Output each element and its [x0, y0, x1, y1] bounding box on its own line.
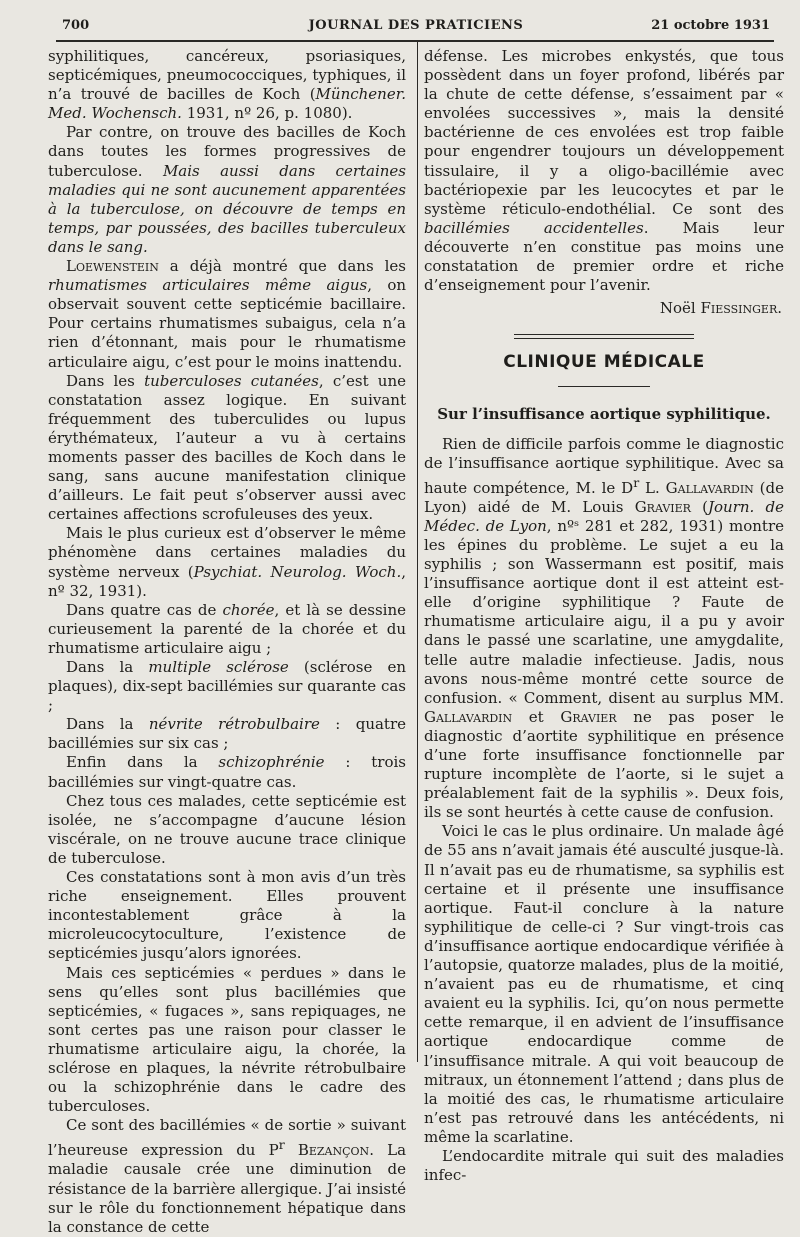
paragraph: Dans la névrite rétrobulbaire : quatre bacillémies sur six cas ;	[48, 715, 406, 753]
paragraph: Mais le plus curieux est d’observer le même phénomène dans certaines maladies du système nerveux (Psychiat. Neurolog. Woch., nº 32, 1931).	[48, 524, 406, 600]
journal-title: JOURNAL DES PRATICIENS	[308, 18, 524, 33]
paragraph: Par contre, on trouve des bacilles de Koch dans toutes les formes progressives de tuberculose. Mais aussi dans certaines maladies qui ne sont aucunement apparentées à la tuberculose, on découvre de temps en temps, par poussées, des bacilles tuberculeux dans le sang.	[48, 123, 406, 256]
section-underline	[558, 386, 650, 387]
paragraph: Loewenstein a déjà montré que dans les rhumatismes articulaires même aigus, on observait souvent cette septicémie bacillaire. Pour certains rhumatismes subaigus, cela n’a rien d’étonnant, mais pour le rhumatisme articulaire aigu, c’est pour le moins inattendu.	[48, 257, 407, 371]
left-column	[48, 47, 406, 1237]
paragraph: Ce sont des bacillémies « de sortie » suivant l’heureuse expression du $P^r$ Bezançon. La maladie causale crée une diminution de résistance de la barrière allergique. J’ai insisté sur le rôle du fonctionnement hépatique dans la constance de cette	[48, 1116, 407, 1236]
paragraph: Dans quatre cas de chorée, et là se dessine curieusement la parenté de la chorée et du rhumatisme articulaire aigu ;	[48, 600, 406, 657]
page-header	[62, 14, 770, 38]
page-number: 700	[62, 18, 90, 33]
paragraph: Dans la multiple sclérose (sclérose en plaques), dix-sept bacillémies sur quarante cas ;	[48, 658, 406, 715]
paragraph: L’endocardite mitrale qui suit des maladies infec-	[424, 1146, 784, 1185]
issue-date: 21 octobre 1931	[651, 18, 770, 33]
paragraph: Ces constatations sont à mon avis d’un très riche enseignement. Elles prouvent incontestablement grâce à la microleucocytoculture, l’existence de septicémies jusqu’alors ignorées.	[48, 868, 406, 963]
author-signature: Noël Fiessinger.	[659, 299, 782, 318]
column-divider	[417, 42, 418, 1062]
section-title: CLINIQUE MÉDICALE	[503, 352, 705, 373]
paragraph: Dans les tuberculoses cutanées, c’est une constatation assez logique. En suivant fréquemment des tuberculides ou lupus érythémateux, l’auteur a vu à certains moments passer des bacilles de Koch dans le sang, sans aucune manifestation clinique d’ailleurs. Le fait peut s’observer aussi avec certaines affections scrofuleuses des yeux.	[48, 371, 406, 524]
paragraph: défense. Les microbes enkystés, que tous possèdent dans un foyer profond, libérés par la chute de cette défense, s’essaiment par « envolées successives », mais la densité bactérienne de ces envolées est trop faible pour engendrer toujours un développement tissulaire, il y a oligo-bacillémie avec bactériopexie par les leucocytes et par le système réticulo-endothélial. Ce sont des bacillémies accidentelles. Mais leur découverte n’en constitue pas moins une constatation de premier ordre et riche d’enseignement pour l’avenir.	[424, 47, 784, 295]
header-rule	[56, 40, 774, 42]
section-rule	[514, 334, 694, 339]
paragraph: Chez tous ces malades, cette septicémie est isolée, ne s’accompagne d’aucune lésion viscérale, on ne trouve aucune trace clinique de tuberculose.	[48, 791, 406, 867]
paragraph: Mais ces septicémies « perdues » dans le sens qu’elles sont plus bacillémies que septicémies, « fugaces », sans repiquages, ne sont certes pas une raison pour classer le rhumatisme articulaire aigu, la chorée, la sclérose en plaques, la névrite rétrobulbaire ou la schizophrénie dans le cadre des tuberculoses.	[48, 963, 406, 1116]
article-title: Sur l’insuffisance aortique syphilitique.	[437, 405, 771, 424]
right-column	[424, 47, 784, 1185]
paragraph: Voici le cas le plus ordinaire. Un malade âgé de 55 ans n’avait jamais été ausculté jusque-là. Il n’avait pas eu de rhumatisme, sa syphilis est certaine et il présente une insuffisance aortique. Faut-il conclure à la nature syphilitique de celle-ci ? Sur vingt-trois cas d’insuffisance aortique endocardique vérifiée à l’autopsie, quatorze malades, plus de la moitié, n’avaient pas eu de rhumatisme, et cinq avaient eu la syphilis. Ici, qu’on nous permette cette remarque, il en advient de l’insuffisance aortique endocardique comme de l’insuffisance mitrale. A qui voit beaucoup de mitraux, un étonnement l’attend ; dans plus de la moitié des cas, le rhumatisme articulaire n’est pas retrouvé dans les antécédents, ni même la scarlatine.	[424, 822, 784, 1146]
paragraph: Enfin dans la schizophrénie : trois bacillémies sur vingt-quatre cas.	[48, 753, 406, 791]
paragraph: syphilitiques, cancéreux, psoriasiques, septicémiques, pneumococciques, typhiques, il n’a trouvé de bacilles de Koch (Münchener. Med. Wochensch. 1931, nº 26, p. 1080).	[48, 47, 406, 123]
paragraph: Rien de difficile parfois comme le diagnostic de l’insuffisance aortique syphilitique. Avec sa haute compétence, M. le $D^r$ L. Gallavardin (de Lyon) aidé de M. Louis Gravier (Journ. de Médec. de Lyon, nºˢ 281 et 282, 1931) montre les épines du problème. Le sujet a eu la syphilis ; son Wassermann est positif, mais l’insuffisance aortique dont il est atteint est-elle d’origine syphilitique ? Faute de rhumatisme articulaire aigu, il a pu y avoir dans le passé une scarlatine, une amygdalite, telle autre maladie infectieuse. Jadis, nous avons nous-même montré cette source de confusion. « Comment, disent au surplus MM. Gallavardin et Gravier ne pas poser le diagnostic d’aortite syphilitique en présence d’une forte insuffisance fonctionnelle par rupture incomplète de l’aorte, si le sujet a préalablement fait de la syphilis ». Deux fois, ils se sont heurtés à cette cause de confusion.	[424, 434, 784, 822]
